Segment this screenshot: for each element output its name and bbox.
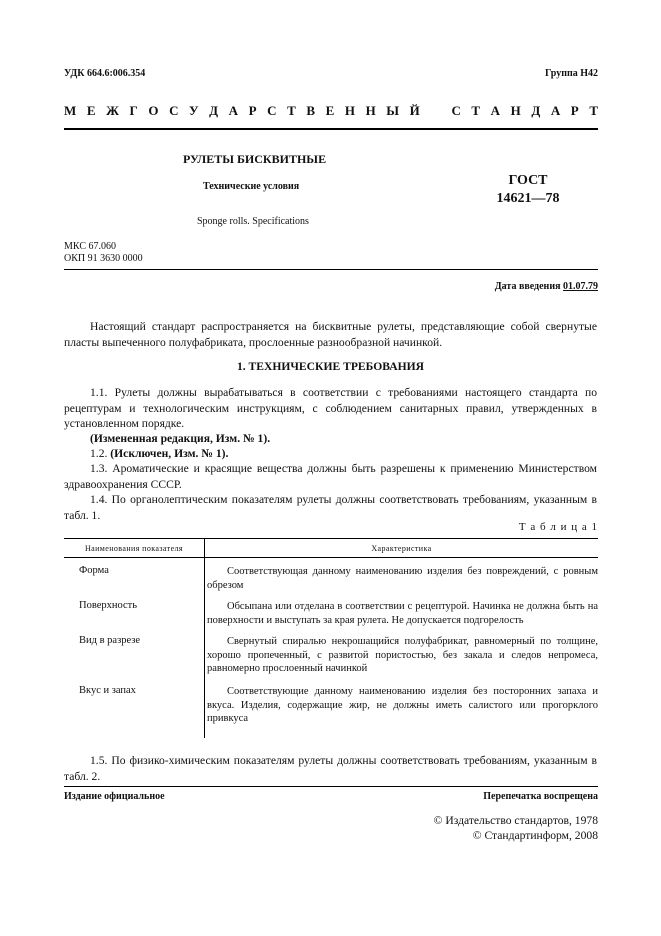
english-title: Sponge rolls. Specifications [197, 216, 309, 227]
table-row-text: Соответствующие данному наименованию изделия без посторонних запаха и вкуса. Изделия, содержащие жир, не должны иметь салистого или прогорклого привкуса [207, 686, 598, 724]
effective-date [495, 281, 598, 292]
mks-code: МКС 67.060 [64, 241, 116, 252]
table-row-name: Форма [79, 565, 109, 576]
paragraph-1-1: 1.1. Рулеты должны вырабатываться в соответствии с требованиями настоящего стандарта по рецептурам и технологическим инструкциям, с соблюдением санитарных правил, утвержденных в установленном порядке. [64, 386, 597, 430]
table-row-text: Свернутый спиралью некрошащийся полуфабрикат, равномерный по толщине, хорошо пропеченный, с развитой пористостью, без закала и следов непромеса, равномерно прослоенный начинкой [207, 636, 598, 674]
table-row-name: Вид в разрезе [79, 635, 141, 646]
codes-rule [64, 269, 598, 270]
okp-code: ОКП 91 3630 0000 [64, 253, 143, 264]
gost-label: ГОСТ [508, 173, 548, 188]
table-header-characteristic: Характеристика [371, 544, 432, 553]
official-edition: Издание официальное [64, 791, 165, 802]
table-caption: Т а б л и ц а 1 [518, 521, 598, 533]
group-code: Группа Н42 [545, 68, 598, 79]
table-top-rule [64, 538, 598, 539]
udk-code: УДК 664.6:006.354 [64, 68, 146, 79]
document-title: РУЛЕТЫ БИСКВИТНЫЕ [183, 152, 327, 166]
table-column-divider [204, 538, 205, 738]
paragraph-1-4: 1.4. По органолептическим показателям рулеты должны соответствовать требованиям, указанным в табл. 1. [64, 493, 597, 522]
paragraph-1-3: 1.3. Ароматические и красящие вещества должны быть разрешены к применению Министерством здравоохранения СССР. [64, 462, 597, 491]
table-row-name: Вкус и запах [79, 685, 136, 696]
reprint-notice: Перепечатка воспрещена [483, 791, 598, 802]
table-row-text: Обсыпана или отделана в соответствии с рецептурой. Начинка не должна быть на поверхности и выступать за края рулета. Не допускается подгорелость [207, 601, 598, 626]
standard-type-heading: М Е Ж Г О С У Д А Р С Т В Е Н Н Ы Й С Т А Н Д А Р Т [64, 103, 598, 118]
section-heading: 1. ТЕХНИЧЕСКИЕ ТРЕБОВАНИЯ [236, 360, 425, 373]
gost-number: 14621—78 [496, 191, 560, 206]
effective-date-value: 01.07.79 [563, 281, 598, 292]
copyright-1: © Издательство стандартов, 1978 [433, 814, 598, 827]
header-rule [64, 128, 598, 130]
table-header-rule [64, 557, 598, 558]
paragraph-1-2: 1.2. (Исключен, Изм. № 1). [90, 447, 229, 460]
paragraph-1-5: 1.5. По физико-химическим показателям рулеты должны соответствовать требованиям, указанным в табл. 2. [64, 754, 597, 783]
effective-date-label: Дата введения [494, 281, 561, 292]
table-header-name: Наименования показателя [85, 544, 183, 553]
paragraph-1-1-note: (Измененная редакция, Изм. № 1). [90, 432, 271, 445]
table-row-name: Поверхность [79, 600, 138, 611]
intro-paragraph: Настоящий стандарт распространяется на бисквитные рулеты, представляющие собой свернутые пласты выпеченного полуфабриката, прослоенные разнообразной начинкой. [64, 320, 597, 349]
copyright-2: © Стандартинформ, 2008 [472, 829, 598, 842]
table-row-text: Соответствующая данному наименованию изделия без повреждений, с ровным обрезом [207, 566, 598, 591]
footer-rule [64, 786, 598, 787]
document-subtitle: Технические условия [203, 181, 300, 192]
